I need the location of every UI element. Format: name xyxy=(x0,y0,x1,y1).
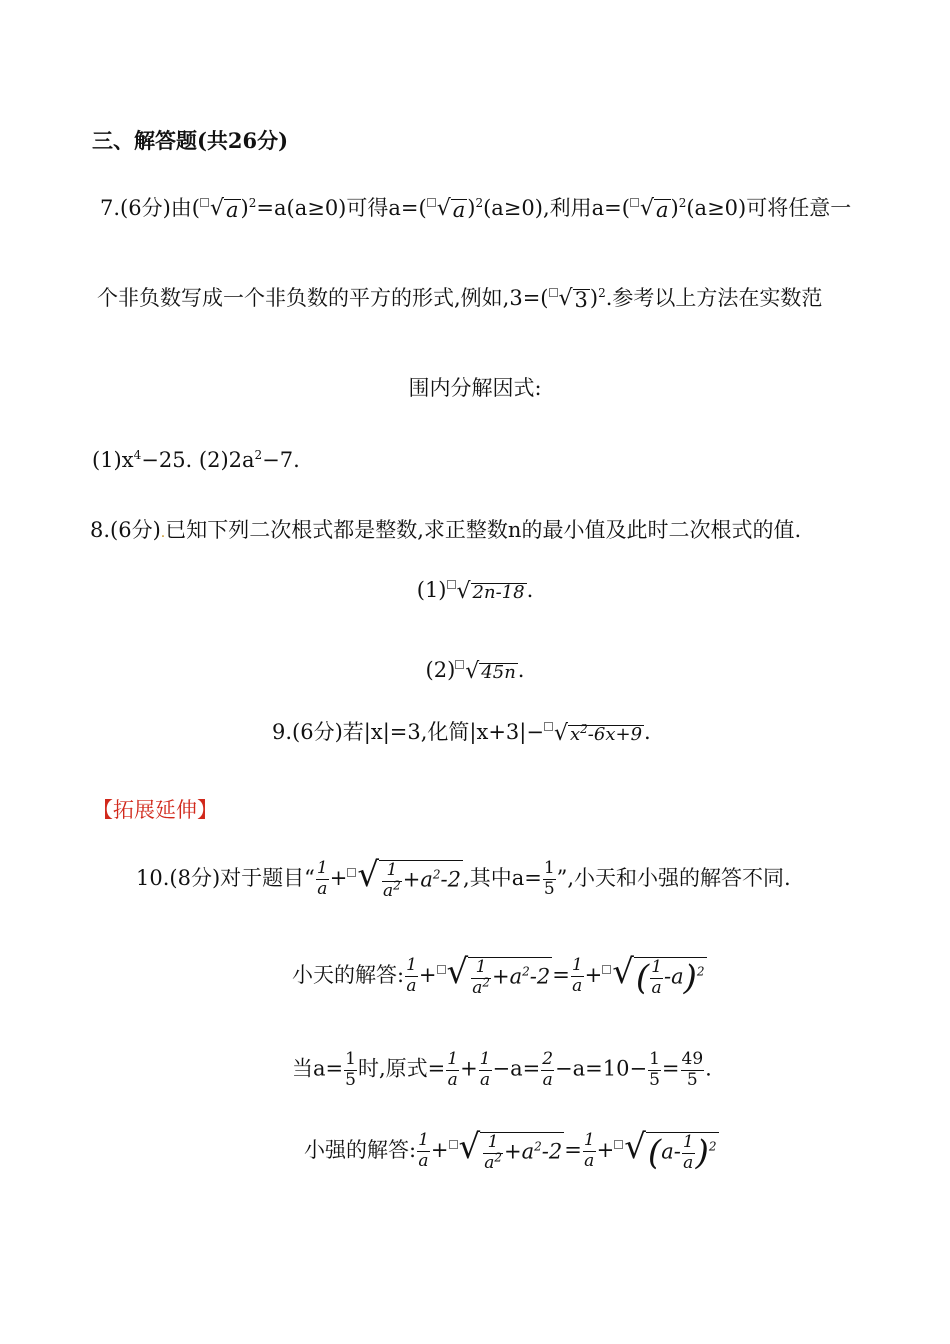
section-heading: 三、解答题(共26分) xyxy=(92,128,289,153)
q10-text: 当a= xyxy=(292,1056,344,1081)
radical: √ 45n xyxy=(465,658,516,684)
substitution-line: 当a= $\frac{1}{5}$ 时,原式= $\frac{1}{a}$ + $\frac{1}{a}$ −a= $\frac{2}{a}$ −a=10− $\frac{1}{5}$ = $\frac{49}{5}$ . xyxy=(292,1049,712,1090)
fraction: $\frac{1}{5}$ xyxy=(543,858,555,900)
q7-line3: 围内分解因式: xyxy=(408,376,542,400)
radicand: a xyxy=(655,197,669,222)
q7-line2 xyxy=(97,288,822,311)
q9-text: 9.(6分)若|x|=3,化简|x+3|− xyxy=(272,720,544,744)
radical-box-icon xyxy=(347,868,356,877)
radical-box-icon xyxy=(614,1140,623,1149)
radicand: -6x+9 xyxy=(587,723,643,745)
radical-box-icon xyxy=(437,965,446,974)
radical: √ $\frac{1}{a^2}$ $+a^2-2$ xyxy=(357,855,462,901)
exponent: 4 xyxy=(133,448,142,462)
exponent: 2 xyxy=(475,196,484,210)
q8-part2 xyxy=(0,660,950,683)
radical: √ $\frac{1}{a^2}$ $+a^2-2$ xyxy=(458,1127,563,1173)
radical-box-icon xyxy=(427,198,436,207)
exponent: 2 xyxy=(598,286,606,300)
radicand: a xyxy=(226,197,239,222)
exponent: 2 xyxy=(580,721,588,736)
radical-box-icon xyxy=(549,288,558,297)
radical: √ 2n-18 xyxy=(456,578,525,604)
radical: √( $\frac{1}{a}$ -a)$^2$ xyxy=(612,952,705,998)
q10-line xyxy=(136,855,791,901)
q7-text: 个非负数写成一个非负数的平方的形式,例如,3=( xyxy=(97,286,549,310)
xiaotian-solution: 小天的解答: $\frac{1}{a}$ + √ $\frac{1}{a^2}$ $+a^2-2=$ $\frac{1}{a}$ + √( $\frac{1}{a}$ -a)$^2$ xyxy=(292,952,705,998)
q7-text: =a(a≥0)可得a=( xyxy=(256,196,427,220)
label: (2) xyxy=(425,658,456,682)
radical-box-icon xyxy=(447,580,456,589)
radicand: x xyxy=(570,723,581,745)
radical: √a xyxy=(639,196,669,222)
q8-text: 已知下列二次根式都是整数,求正整数n的最小值及此时二次根式的值. xyxy=(165,518,802,542)
period: . xyxy=(526,578,534,602)
exponent: 2 xyxy=(248,196,257,210)
q8-part1 xyxy=(0,580,950,603)
radical: √a xyxy=(436,196,466,222)
xiaotian-label: 小天的解答: xyxy=(292,963,405,988)
exponent: 2 xyxy=(254,448,263,462)
q8-number: 8.(6分) xyxy=(90,518,161,542)
q10-text: ”,小天和小强的解答不同. xyxy=(556,866,791,891)
radical-box-icon xyxy=(449,1140,458,1149)
q7-text: −7. xyxy=(262,448,300,472)
period: . xyxy=(644,720,651,744)
radical-box-icon xyxy=(544,722,553,731)
radical: √ $\frac{1}{a^2}$ $+a^2-2$ xyxy=(446,952,551,998)
radical-box-icon xyxy=(455,660,464,669)
radical: √a xyxy=(209,196,239,222)
label: (1) xyxy=(416,578,447,602)
q10-text: 10.(8分)对于题目“ xyxy=(136,866,315,891)
plus: + xyxy=(329,866,348,891)
q7-text: .参考以上方法在实数范 xyxy=(605,286,823,310)
q9-line xyxy=(272,722,651,745)
fraction: $\frac{1}{a}$ xyxy=(316,858,328,900)
q7-line1 xyxy=(100,198,851,221)
q8-stem xyxy=(90,520,801,541)
radical: √3 xyxy=(558,286,588,312)
extension-heading: 【拓展延伸】 xyxy=(92,798,218,822)
radical-box-icon xyxy=(200,198,209,207)
q7-text: ) xyxy=(467,196,476,220)
q7-parts xyxy=(92,450,300,471)
xiaoqiang-label: 小强的解答: xyxy=(304,1138,417,1163)
radical: √(a- $\frac{1}{a}$ )$^2$ xyxy=(624,1127,717,1173)
radical-box-icon xyxy=(630,198,639,207)
q7-text: 7.(6分)由( xyxy=(100,196,200,220)
q7-text: (a≥0)可将任意一 xyxy=(686,196,852,220)
q7-text: ) xyxy=(670,196,679,220)
radical: √ $x^2-6x+9$ xyxy=(553,720,643,746)
q10-text: 时,原式= xyxy=(357,1056,446,1081)
q7-text: (a≥0),利用a=( xyxy=(483,196,630,220)
radicand: 2n-18 xyxy=(472,581,525,603)
radicand: 45n xyxy=(481,661,516,683)
xiaoqiang-solution: 小强的解答: $\frac{1}{a}$ + √ $\frac{1}{a^2}$ $+a^2-2=$ $\frac{1}{a}$ + √(a- $\frac{1}{a}$ )$^2$ xyxy=(304,1127,717,1173)
q7-part1: (1)x xyxy=(92,448,134,472)
q7-part2: −25. (2)2a xyxy=(141,448,255,472)
radicand: 3 xyxy=(574,287,588,312)
exponent: 2 xyxy=(678,196,687,210)
q7-text: ) xyxy=(589,286,599,310)
q10-text: ,其中a= xyxy=(463,866,542,891)
radicand: a xyxy=(452,197,466,222)
q7-text: ) xyxy=(240,196,249,220)
period: . xyxy=(517,658,525,682)
radical-box-icon xyxy=(602,965,611,974)
marker-dot-icon: . xyxy=(160,525,166,541)
